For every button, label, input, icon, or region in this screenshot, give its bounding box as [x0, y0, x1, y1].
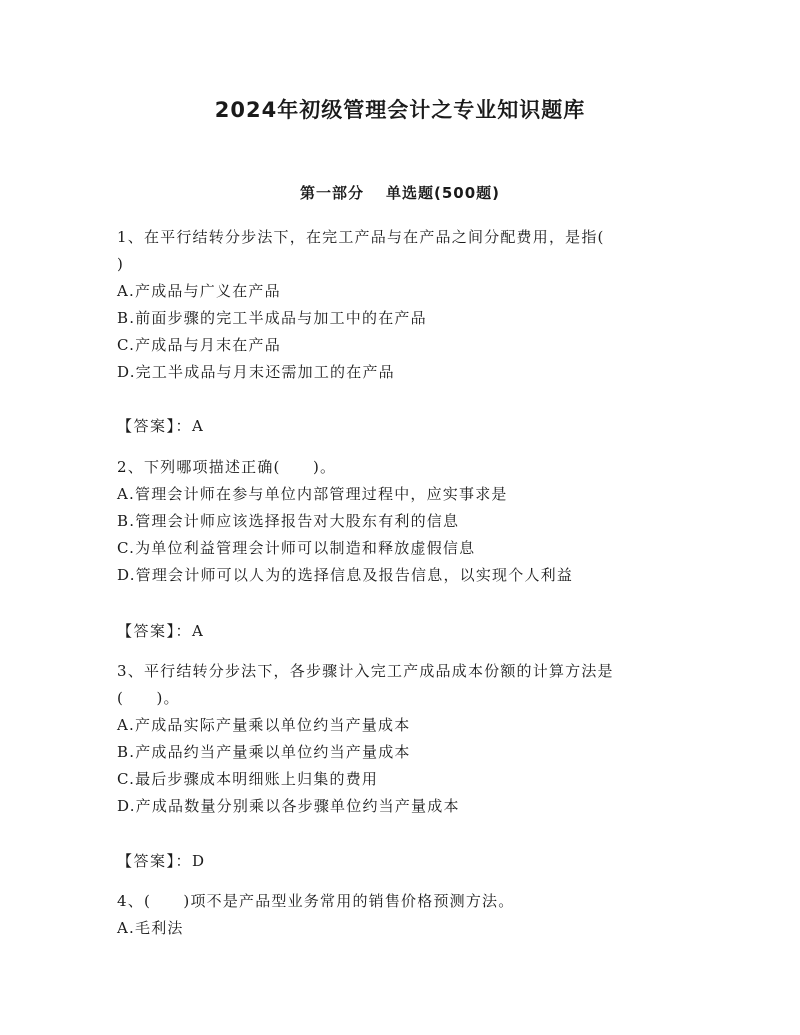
question-1-stem-cont: ) — [117, 255, 125, 273]
question-1-option-a: A.产成品与广义在产品 — [117, 282, 281, 300]
question-3-option-c: C.最后步骤成本明细账上归集的费用 — [117, 770, 379, 788]
question-2-option-c: C.为单位利益管理会计师可以制造和释放虚假信息 — [117, 539, 476, 557]
question-1-stem: 1、在平行结转分步法下，在完工产品与在产品之间分配费用，是指( — [117, 228, 605, 246]
section-part: 第一部分 — [299, 184, 364, 202]
question-2-stem: 2、下列哪项描述正确( )。 — [117, 458, 337, 476]
question-1-option-c: C.产成品与月末在产品 — [117, 336, 281, 354]
question-1-option-b: B.前面步骤的完工半成品与加工中的在产品 — [117, 309, 427, 327]
question-3-answer: 【答案】：D — [117, 852, 206, 870]
page-title: 2024年初级管理会计之专业知识题库 — [214, 98, 586, 122]
section-title — [0, 182, 800, 203]
question-2-answer: 【答案】：A — [117, 622, 205, 640]
section-name: 单选题(500题) — [385, 184, 501, 202]
question-4-option-a: A.毛利法 — [117, 919, 184, 937]
question-2-option-d: D.管理会计师可以人为的选择信息及报告信息，以实现个人利益 — [117, 566, 574, 584]
question-3-stem-cont: ( )。 — [117, 689, 180, 707]
question-2-option-b: B.管理会计师应该选择报告对大股东有利的信息 — [117, 512, 460, 530]
question-2-option-a: A.管理会计师在参与单位内部管理过程中，应实事求是 — [117, 485, 508, 503]
question-3-option-d: D.产成品数量分别乘以各步骤单位约当产量成本 — [117, 797, 460, 815]
question-1-option-d: D.完工半成品与月末还需加工的在产品 — [117, 363, 395, 381]
question-1-answer: 【答案】：A — [117, 417, 205, 435]
question-3-option-b: B.产成品约当产量乘以单位约当产量成本 — [117, 743, 411, 761]
question-4-stem: 4、( )项不是产品型业务常用的销售价格预测方法。 — [117, 892, 515, 910]
question-3-option-a: A.产成品实际产量乘以单位约当产量成本 — [117, 716, 411, 734]
question-3-stem: 3、平行结转分步法下，各步骤计入完工产成品成本份额的计算方法是 — [117, 662, 614, 680]
